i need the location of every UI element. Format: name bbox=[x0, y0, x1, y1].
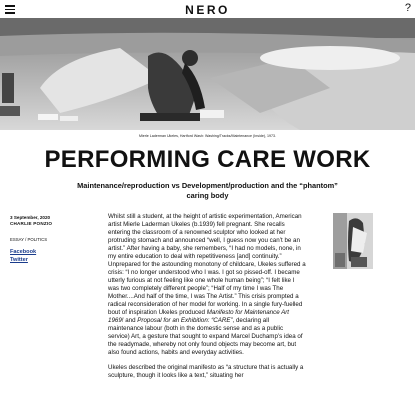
top-bar bbox=[0, 0, 415, 18]
twitter-share-link[interactable]: Twitter bbox=[10, 256, 28, 263]
hero-image bbox=[0, 18, 415, 130]
paragraph-text: , declaring all maintenance labour (both in the domestic sense and as a public service) Art, a gesture that sought to expand Marcel Duchamp’s idea of the readymade, whereby not only found objects may become art, but also found actions, habits and everyday activities. bbox=[108, 317, 303, 356]
manifesto-title: Manifesto for Maintenance Art 1969! bbox=[108, 309, 290, 324]
site-logo[interactable]: NERO bbox=[185, 3, 230, 17]
article-subtitle: Maintenance/reproduction vs Development/production and the “phantom” caring body bbox=[77, 181, 338, 200]
hero-caption: Mierle Laderman Ukeles, Hartford Wash: Washing/Tracks/Maintenance (Inside), 1973. bbox=[138, 134, 277, 138]
share-links bbox=[10, 249, 90, 264]
paragraph-text: and bbox=[123, 317, 138, 324]
paragraph-text: Whilst still a student, at the height of artistic experimentation, American artist Mierle Laderman Ukeles (b.1939) fell pregnant. She recalls entering the classroom of a renowned sculptor who looked at her protruding stomach and announced “well, I guess now you can’t be an artist.” After having a baby, she remembers, “I had no models, none, in my entire education to deal with repetitiveness [and] continuity.” Unprepared for the astounding monotony of childcare, Ukeles suffered a crisis: “I no longer understood who I was. I got so pissed-off. I became utterly furious at not feeling like one whole human being”; “I felt like I was two completely different people”; “Half of my time I was The Mother....And half of the time, I was The Artist.” This crisis prompted a radical reconsideration of her model for working. In a single fury-fuelled bout of inspiration Ukeles produced bbox=[108, 213, 306, 316]
article-body bbox=[108, 213, 306, 387]
proposal-title: Proposal for an Exhibition: “CARE” bbox=[137, 317, 233, 324]
article-author[interactable]: CHARLIE PONZIO bbox=[10, 221, 53, 226]
article-paragraph bbox=[108, 213, 306, 357]
article-meta bbox=[10, 215, 90, 264]
side-artwork-image bbox=[333, 213, 373, 269]
article-categories[interactable]: ESSAY / POLITICS bbox=[10, 237, 48, 242]
side-photo-illustration bbox=[333, 213, 373, 269]
article-date: 3 September, 2020 bbox=[10, 215, 51, 220]
facebook-share-link[interactable]: Facebook bbox=[10, 249, 37, 255]
article-paragraph: Ukeles described the original manifesto as “a structure that is actually a sculpture, though it looks like a text,” situating her bbox=[108, 364, 304, 379]
search-icon[interactable]: ? bbox=[404, 2, 411, 14]
hero-photo-illustration bbox=[0, 18, 415, 130]
article-title: PERFORMING CARE WORK bbox=[44, 146, 371, 173]
